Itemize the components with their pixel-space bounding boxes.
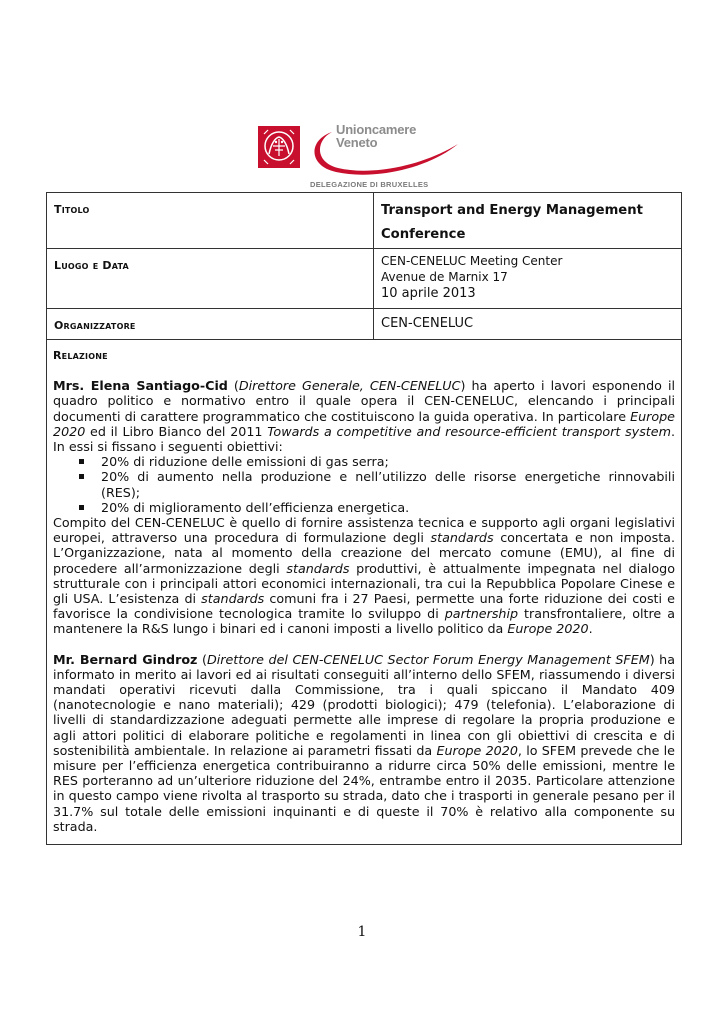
list-item: 20% di aumento nella produzione e nell’utilizzo delle risorse energetiche rinnovabili (RES); [53, 469, 675, 499]
list-item: 20% di miglioramento dell’efficienza energetica. [53, 500, 675, 515]
event-title-line1: Transport and Energy Management [381, 203, 643, 218]
brand-name-line2: Veneto [336, 135, 378, 150]
organizer-label: Organizzatore [54, 319, 136, 332]
place-label: Luogo e Data [54, 259, 129, 272]
speaker-gindroz: Mr. Bernard Gindroz [53, 651, 198, 667]
title-row [47, 193, 682, 249]
report-body [47, 340, 681, 844]
report-table [46, 192, 682, 845]
title-label: Titolo [54, 203, 90, 216]
event-title [374, 193, 681, 247]
paragraph-gindroz: Mr. Bernard Gindroz (Direttore del CEN-CENELUC Sector Forum Energy Management SFEM) ha informato in merito ai lavori ed ai risultati conseguiti all’interno dello SFEM, riassumendo i diversi mandati operativi ricevuti dalla Commissione, tra i quali spiccano il Mandato 409 (nanotecnologie e nano materiali); 429 (prodotti biologici); 479 (telefonia). L’elaborazione di livelli di standardizzazione adeguati permette alle imprese di regolare la propria produzione e agli attori politici di elaborare politiche e regolamenti in linea con gli obiettivi di crescita e di sostenibilità ambientale. In relazione ai parametri fissati da Europe 2020, lo SFEM prevede che le misure per l’efficienza energetica contribuiranno a ridurre circa 50% delle emissioni, mentre le RES porteranno ad un’ulteriore riduzione del 24%, entrambe entro il 2035. Particolare attenzione in questo campo viene rivolta al trasporto su strada, dato che i trasporti in generale pesano per il 31.7% sul totale delle emissioni inquinanti e di queste il 70% è relativo alla componente su strada. [53, 651, 675, 834]
lion-seal-icon [258, 126, 300, 168]
list-item: 20% di riduzione delle emissioni di gas serra; [53, 454, 675, 469]
organizer-value: CEN-CENELUC [381, 316, 474, 331]
event-title-line2: Conference [381, 227, 466, 242]
role-santiago: Direttore Generale, CEN-CENELUC [238, 378, 461, 394]
report-row [47, 340, 682, 845]
place-row [47, 249, 682, 309]
brand-name-line1: Unioncamere [336, 122, 417, 137]
unioncamere-logo [258, 122, 468, 190]
objectives-list [53, 454, 675, 515]
organizer-row [47, 309, 682, 340]
speaker-santiago: Mrs. Elena Santiago-Cid [53, 378, 228, 394]
paragraph-cen-role: Compito del CEN-CENELUC è quello di fornire assistenza tecnica e supporto agli organi legislativi europei, attraverso una procedura di formulazione degli standards concertata e non imposta. L’Organizzazione, nata al momento della creazione del mercato comune (EMU), al fine di procedere all’armonizzazione degli standards produttivi, è attualmente impegnata nel dialogo strutturale con i principali attori economici internazionali, tra cui la Repubblica Popolare Cinese e gli USA. L’esistenza di standards comuni fra i 27 Paesi, permette una forte riduzione dei costi e favorisce la condivisione tecnologica tramite lo sviluppo di partnership transfrontaliere, oltre a mantenere la R&S lungo i binari ed i canoni imposti a livello politico da Europe 2020. [53, 515, 676, 637]
venue-address: Avenue de Marnix 17 [381, 270, 508, 284]
paragraph-santiago: Mrs. Elena Santiago-Cid (Direttore Generale, CEN-CENELUC) ha aperto i lavori esponendo il quadro politico e normativo entro il quale opera il CEN-CENELUC, elencando i principali documenti di carattere programmatico che costituiscono la guida operativa. In particolare Europe 2020 ed il Libro Bianco del 2011 Towards a competitive and resource-efficient transport system. In essi si fissano i seguenti obiettivi: [53, 378, 675, 455]
venue-name: CEN-CENELUC Meeting Center [381, 254, 563, 268]
role-gindroz: Direttore del CEN-CENELUC Sector Forum Energy Management SFEM [206, 651, 650, 667]
event-date: 10 aprile 2013 [381, 286, 476, 301]
report-label: Relazione [53, 349, 108, 362]
page-number: 1 [357, 924, 367, 940]
place-value [374, 249, 681, 302]
delegation-label: DELEGAZIONE DI BRUXELLES [310, 180, 429, 189]
